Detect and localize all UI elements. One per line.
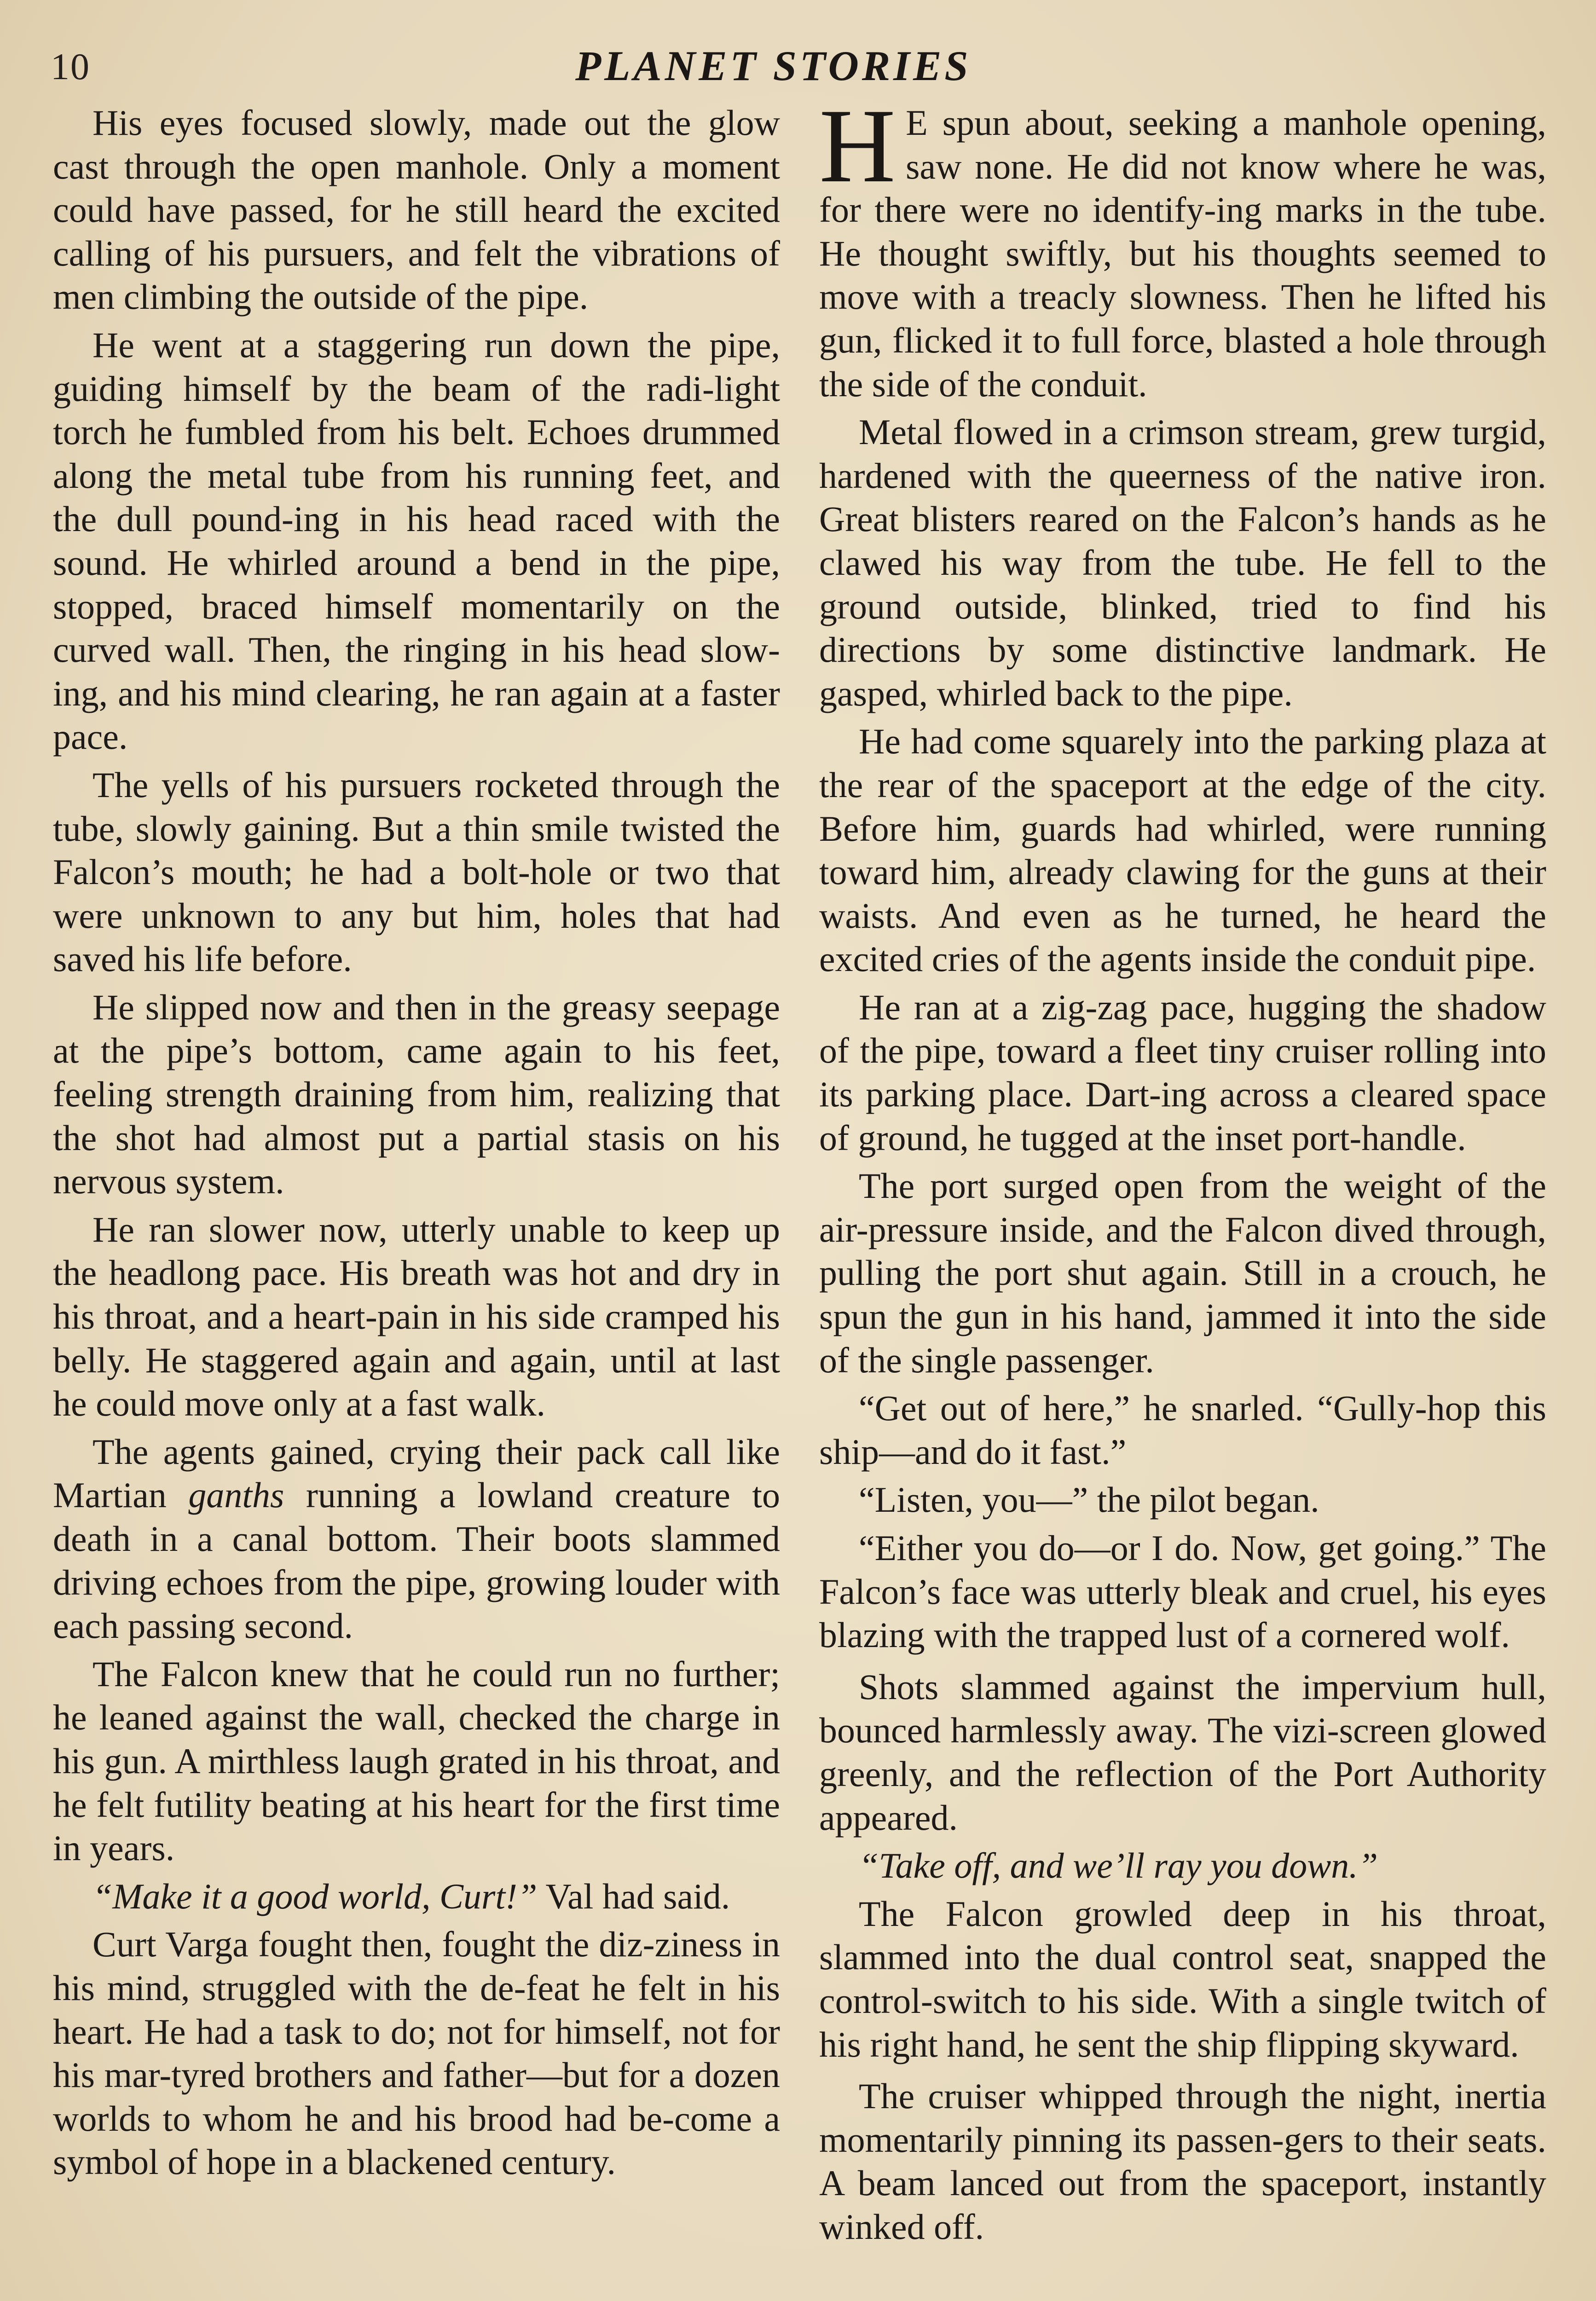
left-column [53,101,780,2184]
magazine-title: PLANET STORIES [575,42,971,89]
paragraph: “Get out of here,” he snarled. “Gully-hop this ship—and do it fast.” [819,1388,1546,1472]
paragraph: He ran at a zig-zag pace, hugging the shadow of the pipe, toward a fleet tiny cruiser rolling into its parking place. Dart-ing across a cleared space of ground, he tugged at the inset port-handle. [819,987,1546,1158]
paragraph: The cruiser whipped through the night, inertia momentarily pinning its passen-gers to their seats. A beam lanced out from the spaceport, instantly winked off. [819,2076,1546,2247]
paragraph: He ran slower now, utterly unable to keep up the headlong pace. His breath was hot and dry in his throat, and a heart-pain in his side cramped his belly. He staggered again and again, until at last he could move only at a fast walk. [53,1209,780,1424]
page-number: 10 [51,46,90,87]
paragraph: Metal flowed in a crimson stream, grew turgid, hardened with the queerness of the native iron. Great blisters reared on the Falcon’s hands as he clawed his way from the tube. He fell to the ground outside, blinked, tried to find his directions by some distinctive landmark. He gasped, whirled back to the pipe. [819,412,1546,713]
paragraph: “Either you do—or I do. Now, get going.” The Falcon’s face was utterly bleak and cruel, his eyes blazing with the trapped lust of a cornered wolf. [819,1528,1546,1655]
paragraph: “Listen, you—” the pilot began. [859,1480,1319,1520]
right-column [819,87,1546,2249]
page-header [51,41,1546,97]
paragraph: He had come squarely into the parking plaza at the rear of the spaceport at the edge of the city. Before him, guards had whirled, were running toward him, already clawing for the guns at their waists. And even as he turned, he heard the excited cries of the agents inside the conduit pipe. [819,721,1546,979]
paragraph-drop-cap [819,87,1546,406]
text-run: running a lowland creature to death in a canal bottom. Their boots slammed driving echoes from the pipe, growing louder with each passing second. [53,1475,780,1646]
paragraph: The Falcon knew that he could run no further; he leaned against the wall, checked the charge in his gun. A mirthless laugh grated in his throat, and he felt futility beating at his heart for the first time in years. [53,1653,780,1868]
paragraph: His eyes focused slowly, made out the glow cast through the open manhole. Only a moment could have passed, for he still heard the excited calling of his pursuers, and felt the vibrations of men climbing the outside of the pipe. [53,103,780,317]
paragraph: Shots slammed against the impervium hull, bounced harmlessly away. The vizi-screen glowed greenly, and the reflection of the Port Authority appeared. [819,1666,1546,1838]
text-run: E spun about, seeking a manhole opening, saw none. He did not know where he was, for there were no identify-ing marks in the tube. He thought swiftly, but his thoughts seemed to move with a treacly slowness. Then he lifted his gun, flicked it to full force, blasted a hole through the side of the conduit. [819,103,1546,404]
text-run: The agents gained, crying their pack call like Martian [53,1431,780,1515]
italic-word: ganths [188,1475,284,1515]
paragraph: He slipped now and then in the greasy seepage at the pipe’s bottom, came again to his feet, feeling strength draining from him, realizing that the shot had almost put a partial stasis on his nervous system. [53,987,780,1202]
paragraph: He went at a staggering run down the pipe, guiding himself by the beam of the radi-light torch he fumbled from his belt. Echoes drummed along the metal tube from his running feet, and the dull pound-ing in his head raced with the sound. He whirled around a bend in the pipe, stopped, braced himself momentarily on the curved wall. Then, the ringing in his head slow-ing, and his mind clearing, he ran again at a faster pace. [53,324,780,757]
drop-cap: H [819,87,896,204]
paragraph: The port surged open from the weight of the air-pressure inside, and the Falcon dived through, pulling the port shut again. Still in a crouch, he spun the gun in his hand, jammed it into the side of the single passenger. [819,1166,1546,1380]
paragraph [53,1875,780,1919]
paragraph [819,1844,1546,1888]
paragraph: Curt Varga fought then, fought the diz-ziness in his mind, struggled with the de-feat he felt in his heart. He had a task to do; not for himself, not for his mar-tyred brothers and father—but for a dozen worlds to whom he and his brood had be-come a symbol of hope in a blackened century. [53,1924,780,2182]
paragraph [53,1430,780,1648]
italic-quote: “Make it a good world, Curt!” [93,1876,538,1916]
paragraph: The yells of his pursuers rocketed through the tube, slowly gaining. But a thin smile twisted the Falcon’s mouth; he had a bolt-hole or two that were unknown to any but him, holes that had saved his life before. [53,764,780,979]
paragraph: The Falcon growled deep in his throat, slammed into the dual control seat, snapped the control-switch to his side. With a single twitch of his right hand, he sent the ship flipping skyward. [819,1893,1546,2064]
text-run: Val had said. [537,1876,730,1916]
italic-quote: “Take off, and we’ll ray you down.” [859,1845,1378,1886]
